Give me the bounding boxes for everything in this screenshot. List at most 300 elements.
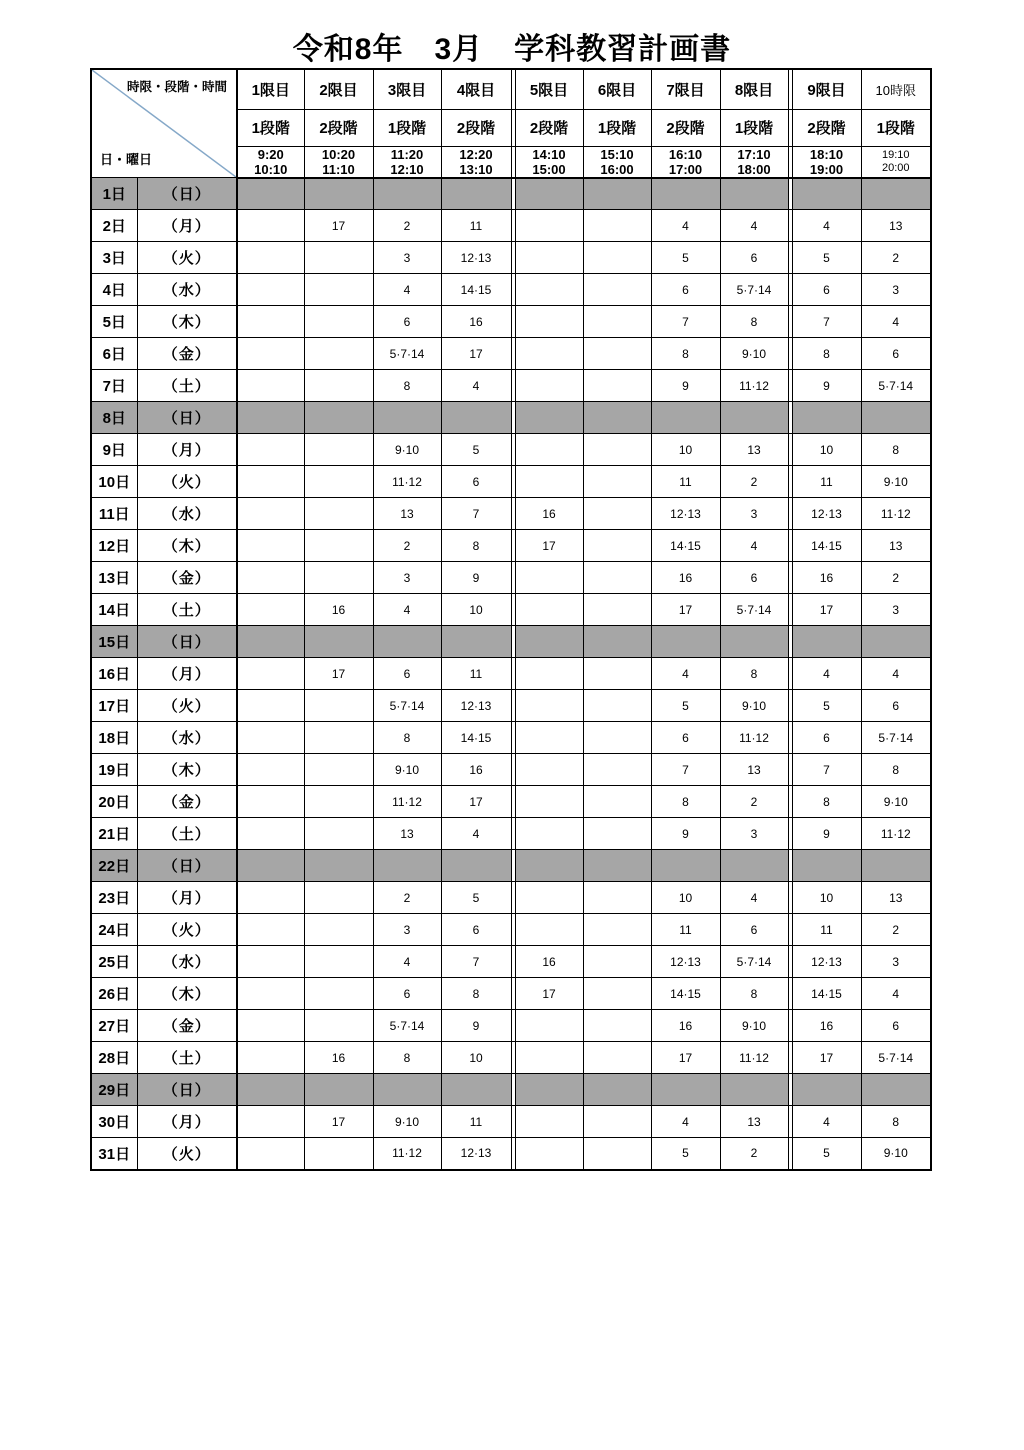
time-header: [373, 146, 441, 178]
lesson-cell: 13: [373, 498, 441, 530]
lesson-cell: 17: [304, 210, 373, 242]
lesson-cell: 10: [441, 594, 511, 626]
corner-top-label: 時限・段階・時間: [126, 80, 227, 94]
lesson-cell: 17: [651, 594, 720, 626]
day-cell: 22日: [91, 850, 137, 882]
lesson-cell: [441, 626, 511, 658]
lesson-cell: [651, 850, 720, 882]
period-header: 5限目: [515, 69, 583, 109]
lesson-cell: 6: [720, 562, 788, 594]
day-cell: 4日: [91, 274, 137, 306]
lesson-cell: 3: [720, 498, 788, 530]
weekday-cell: （土）: [137, 370, 237, 402]
lesson-cell: 4: [792, 210, 861, 242]
time-header: [861, 146, 931, 178]
time-header: [651, 146, 720, 178]
lesson-cell: 2: [861, 242, 931, 274]
lesson-cell: 14·15: [792, 978, 861, 1010]
weekday-cell: （火）: [137, 242, 237, 274]
lesson-cell: [515, 914, 583, 946]
lesson-cell: 9: [651, 818, 720, 850]
lesson-cell: 11·12: [373, 786, 441, 818]
day-cell: 21日: [91, 818, 137, 850]
lesson-cell: 11·12: [861, 498, 931, 530]
lesson-cell: [237, 402, 304, 434]
lesson-cell: 12·13: [792, 498, 861, 530]
lesson-cell: [515, 690, 583, 722]
day-cell: 19日: [91, 754, 137, 786]
lesson-cell: [373, 626, 441, 658]
lesson-cell: 17: [515, 978, 583, 1010]
lesson-cell: [651, 402, 720, 434]
lesson-cell: 5·7·14: [861, 722, 931, 754]
lesson-cell: [304, 882, 373, 914]
lesson-cell: [515, 1010, 583, 1042]
lesson-cell: 6: [792, 274, 861, 306]
day-row: [91, 786, 931, 818]
weekday-cell: （日）: [137, 1074, 237, 1106]
weekday-cell: （月）: [137, 1106, 237, 1138]
day-row: [91, 1010, 931, 1042]
lesson-cell: 6: [441, 914, 511, 946]
lesson-cell: [861, 850, 931, 882]
weekday-cell: （木）: [137, 306, 237, 338]
lesson-cell: [515, 210, 583, 242]
lesson-cell: [861, 402, 931, 434]
lesson-cell: [720, 850, 788, 882]
lesson-cell: 13: [861, 882, 931, 914]
lesson-cell: 14·15: [651, 530, 720, 562]
lesson-cell: 8: [441, 978, 511, 1010]
lesson-cell: 17: [515, 530, 583, 562]
lesson-cell: 5: [792, 1138, 861, 1170]
day-cell: 15日: [91, 626, 137, 658]
lesson-cell: [515, 658, 583, 690]
day-row: [91, 626, 931, 658]
lesson-cell: 6: [861, 690, 931, 722]
lesson-cell: 3: [861, 274, 931, 306]
period-header: 2限目: [304, 69, 373, 109]
lesson-cell: [304, 370, 373, 402]
stage-header: 1段階: [720, 109, 788, 146]
stage-header: 2段階: [304, 109, 373, 146]
time-header: [304, 146, 373, 178]
time-end: 11:10: [322, 161, 355, 177]
lesson-cell: 7: [792, 754, 861, 786]
lesson-cell: 16: [792, 1010, 861, 1042]
weekday-cell: （土）: [137, 1042, 237, 1074]
lesson-cell: 3: [373, 562, 441, 594]
lesson-cell: 3: [373, 242, 441, 274]
lesson-cell: 13: [861, 210, 931, 242]
stage-header: 1段階: [861, 109, 931, 146]
lesson-cell: 13: [373, 818, 441, 850]
time-start: 18:10: [809, 146, 844, 162]
day-cell: 26日: [91, 978, 137, 1010]
lesson-cell: [304, 274, 373, 306]
lesson-cell: 8: [651, 786, 720, 818]
lesson-cell: 5: [792, 242, 861, 274]
lesson-cell: 10: [651, 434, 720, 466]
lesson-cell: 11·12: [720, 1042, 788, 1074]
weekday-cell: （土）: [137, 594, 237, 626]
stage-header: 1段階: [583, 109, 651, 146]
lesson-cell: 16: [304, 594, 373, 626]
day-row: [91, 914, 931, 946]
lesson-cell: 17: [304, 1106, 373, 1138]
day-row: [91, 562, 931, 594]
lesson-cell: 4: [651, 658, 720, 690]
lesson-cell: 14·15: [651, 978, 720, 1010]
lesson-cell: 4: [861, 658, 931, 690]
weekday-cell: （水）: [137, 722, 237, 754]
lesson-cell: [583, 786, 651, 818]
lesson-cell: [583, 626, 651, 658]
weekday-cell: （火）: [137, 690, 237, 722]
lesson-cell: [583, 722, 651, 754]
lesson-cell: [651, 1074, 720, 1106]
lesson-cell: [515, 306, 583, 338]
lesson-cell: [515, 1074, 583, 1106]
day-row: [91, 946, 931, 978]
lesson-cell: [583, 178, 651, 210]
lesson-cell: [720, 1074, 788, 1106]
lesson-cell: [583, 850, 651, 882]
lesson-cell: 2: [861, 914, 931, 946]
lesson-cell: [304, 946, 373, 978]
weekday-cell: （火）: [137, 1138, 237, 1170]
day-cell: 24日: [91, 914, 137, 946]
day-cell: 9日: [91, 434, 137, 466]
lesson-cell: [237, 882, 304, 914]
lesson-cell: [583, 1106, 651, 1138]
lesson-cell: 17: [441, 338, 511, 370]
lesson-cell: 11·12: [861, 818, 931, 850]
lesson-cell: 9: [441, 562, 511, 594]
lesson-cell: [515, 594, 583, 626]
lesson-cell: 11·12: [720, 370, 788, 402]
lesson-cell: [792, 402, 861, 434]
lesson-cell: [583, 690, 651, 722]
lesson-cell: 5: [441, 882, 511, 914]
lesson-cell: 9: [651, 370, 720, 402]
lesson-cell: 8: [441, 530, 511, 562]
lesson-cell: [583, 274, 651, 306]
lesson-cell: 5: [651, 242, 720, 274]
weekday-cell: （水）: [137, 946, 237, 978]
lesson-cell: [583, 754, 651, 786]
lesson-cell: 3: [861, 946, 931, 978]
lesson-cell: 17: [304, 658, 373, 690]
lesson-cell: 9·10: [373, 754, 441, 786]
lesson-cell: 7: [651, 306, 720, 338]
lesson-cell: [304, 626, 373, 658]
lesson-cell: 7: [441, 946, 511, 978]
stage-header: 1段階: [373, 109, 441, 146]
time-start: 15:10: [600, 146, 634, 162]
lesson-cell: [237, 274, 304, 306]
lesson-cell: 6: [720, 914, 788, 946]
lesson-cell: 8: [720, 978, 788, 1010]
day-cell: 31日: [91, 1138, 137, 1170]
lesson-cell: [583, 530, 651, 562]
page-title: 令和8年 3月 学科教習計画書: [292, 33, 732, 66]
lesson-cell: [237, 1010, 304, 1042]
lesson-cell: 12·13: [651, 946, 720, 978]
lesson-cell: 3: [720, 818, 788, 850]
period-header: 8限目: [720, 69, 788, 109]
day-cell: 27日: [91, 1010, 137, 1042]
weekday-cell: （木）: [137, 530, 237, 562]
lesson-cell: 16: [304, 1042, 373, 1074]
lesson-cell: 4: [720, 530, 788, 562]
lesson-cell: [583, 658, 651, 690]
day-row: [91, 338, 931, 370]
lesson-cell: [304, 338, 373, 370]
lesson-cell: [515, 882, 583, 914]
lesson-cell: [441, 1074, 511, 1106]
lesson-cell: [237, 434, 304, 466]
table-body: [91, 178, 931, 1170]
day-row: [91, 850, 931, 882]
day-row: [91, 594, 931, 626]
lesson-cell: [304, 914, 373, 946]
lesson-cell: 6: [861, 1010, 931, 1042]
weekday-cell: （金）: [137, 1010, 237, 1042]
lesson-cell: [720, 626, 788, 658]
lesson-cell: 9·10: [373, 1106, 441, 1138]
lesson-cell: [237, 626, 304, 658]
time-header: [515, 146, 583, 178]
lesson-cell: 5·7·14: [720, 594, 788, 626]
day-cell: 7日: [91, 370, 137, 402]
day-row: [91, 722, 931, 754]
day-cell: 5日: [91, 306, 137, 338]
day-cell: 25日: [91, 946, 137, 978]
lesson-cell: 2: [861, 562, 931, 594]
lesson-cell: [441, 850, 511, 882]
lesson-cell: [304, 498, 373, 530]
lesson-cell: 8: [373, 370, 441, 402]
lesson-cell: [304, 306, 373, 338]
lesson-cell: 12·13: [441, 690, 511, 722]
lesson-cell: [237, 178, 304, 210]
day-row: [91, 978, 931, 1010]
lesson-cell: 4: [441, 818, 511, 850]
lesson-cell: [583, 466, 651, 498]
lesson-cell: [237, 466, 304, 498]
lesson-cell: [861, 626, 931, 658]
lesson-cell: [515, 754, 583, 786]
lesson-cell: [583, 594, 651, 626]
lesson-cell: 6: [373, 978, 441, 1010]
day-cell: 2日: [91, 210, 137, 242]
time-end: 16:00: [600, 161, 634, 177]
time-header: [441, 146, 511, 178]
lesson-cell: 2: [720, 786, 788, 818]
day-row: [91, 818, 931, 850]
lesson-cell: [515, 338, 583, 370]
lesson-cell: 5·7·14: [720, 274, 788, 306]
lesson-cell: [515, 626, 583, 658]
lesson-cell: [237, 338, 304, 370]
time-start: 9:20: [257, 146, 284, 162]
weekday-cell: （土）: [137, 818, 237, 850]
lesson-cell: [304, 242, 373, 274]
lesson-cell: [792, 178, 861, 210]
lesson-cell: 5: [651, 1138, 720, 1170]
day-cell: 11日: [91, 498, 137, 530]
lesson-cell: [720, 402, 788, 434]
lesson-cell: 8: [861, 754, 931, 786]
lesson-cell: 5: [651, 690, 720, 722]
lesson-cell: 8: [373, 722, 441, 754]
lesson-cell: 4: [441, 370, 511, 402]
time-header: [583, 146, 651, 178]
lesson-cell: [515, 562, 583, 594]
stage-header: 2段階: [441, 109, 511, 146]
lesson-cell: 5: [792, 690, 861, 722]
lesson-cell: [237, 658, 304, 690]
lesson-cell: 11: [441, 210, 511, 242]
lesson-cell: 4: [861, 306, 931, 338]
weekday-cell: （水）: [137, 498, 237, 530]
lesson-cell: 11: [441, 1106, 511, 1138]
lesson-cell: 17: [441, 786, 511, 818]
time-end: 17:00: [668, 161, 703, 177]
lesson-cell: [515, 850, 583, 882]
lesson-cell: 16: [651, 1010, 720, 1042]
day-cell: 10日: [91, 466, 137, 498]
time-start: 19:10: [881, 148, 910, 161]
weekday-cell: （日）: [137, 402, 237, 434]
lesson-cell: [237, 818, 304, 850]
lesson-cell: [237, 498, 304, 530]
day-cell: 8日: [91, 402, 137, 434]
lesson-cell: 4: [651, 1106, 720, 1138]
lesson-cell: 16: [651, 562, 720, 594]
lesson-cell: 4: [792, 658, 861, 690]
lesson-cell: [237, 1074, 304, 1106]
lesson-cell: [237, 1138, 304, 1170]
lesson-cell: [304, 850, 373, 882]
lesson-cell: 7: [441, 498, 511, 530]
lesson-cell: [583, 498, 651, 530]
lesson-cell: 11·12: [373, 466, 441, 498]
lesson-cell: 16: [441, 306, 511, 338]
lesson-cell: [304, 978, 373, 1010]
day-cell: 17日: [91, 690, 137, 722]
weekday-cell: （火）: [137, 466, 237, 498]
lesson-cell: 9·10: [373, 434, 441, 466]
lesson-cell: 6: [373, 306, 441, 338]
day-cell: 30日: [91, 1106, 137, 1138]
lesson-cell: [861, 1074, 931, 1106]
lesson-cell: [237, 562, 304, 594]
lesson-cell: [515, 242, 583, 274]
lesson-cell: 2: [373, 882, 441, 914]
corner-cell: [91, 69, 237, 178]
stage-header: 2段階: [515, 109, 583, 146]
time-header: [720, 146, 788, 178]
period-header: 9限目: [792, 69, 861, 109]
corner-bottom-label: 日・曜日: [100, 152, 153, 167]
lesson-cell: [304, 754, 373, 786]
stage-header: 2段階: [651, 109, 720, 146]
lesson-cell: 9·10: [720, 690, 788, 722]
lesson-cell: [583, 210, 651, 242]
time-end: 18:00: [737, 161, 771, 177]
lesson-cell: 9: [441, 1010, 511, 1042]
weekday-cell: （日）: [137, 178, 237, 210]
lesson-cell: 9·10: [861, 786, 931, 818]
lesson-cell: [515, 786, 583, 818]
lesson-cell: [304, 1010, 373, 1042]
lesson-cell: 4: [720, 210, 788, 242]
lesson-cell: [304, 402, 373, 434]
time-end: 13:10: [459, 161, 493, 177]
lesson-cell: [583, 1138, 651, 1170]
lesson-cell: 13: [861, 530, 931, 562]
lesson-cell: [583, 434, 651, 466]
lesson-cell: [304, 1138, 373, 1170]
lesson-cell: 3: [861, 594, 931, 626]
lesson-cell: [304, 530, 373, 562]
lesson-cell: 8: [861, 1106, 931, 1138]
lesson-cell: 9·10: [720, 338, 788, 370]
lesson-cell: 13: [720, 754, 788, 786]
lesson-cell: [237, 690, 304, 722]
lesson-cell: 11: [651, 466, 720, 498]
lesson-cell: 6: [720, 242, 788, 274]
lesson-cell: [237, 1106, 304, 1138]
lesson-cell: 8: [792, 338, 861, 370]
day-row: [91, 242, 931, 274]
lesson-cell: 6: [651, 274, 720, 306]
lesson-cell: [304, 466, 373, 498]
weekday-cell: （金）: [137, 786, 237, 818]
lesson-cell: [583, 818, 651, 850]
weekday-cell: （月）: [137, 210, 237, 242]
lesson-cell: [237, 754, 304, 786]
lesson-cell: 12·13: [792, 946, 861, 978]
lesson-cell: [583, 978, 651, 1010]
lesson-cell: 5·7·14: [720, 946, 788, 978]
time-end: 20:00: [881, 161, 910, 174]
lesson-cell: [237, 914, 304, 946]
lesson-cell: [237, 850, 304, 882]
day-cell: 16日: [91, 658, 137, 690]
lesson-cell: [304, 178, 373, 210]
lesson-cell: 2: [720, 466, 788, 498]
lesson-cell: [651, 178, 720, 210]
lesson-cell: 8: [720, 306, 788, 338]
day-cell: 23日: [91, 882, 137, 914]
lesson-cell: [373, 1074, 441, 1106]
lesson-cell: [373, 850, 441, 882]
lesson-cell: 11: [792, 914, 861, 946]
stage-header: 2段階: [792, 109, 861, 146]
day-row: [91, 402, 931, 434]
day-row: [91, 1074, 931, 1106]
lesson-cell: 11: [651, 914, 720, 946]
weekday-cell: （月）: [137, 434, 237, 466]
lesson-cell: 5·7·14: [861, 370, 931, 402]
lesson-cell: [237, 210, 304, 242]
day-row: [91, 434, 931, 466]
lesson-cell: 17: [792, 594, 861, 626]
lesson-cell: [583, 1010, 651, 1042]
